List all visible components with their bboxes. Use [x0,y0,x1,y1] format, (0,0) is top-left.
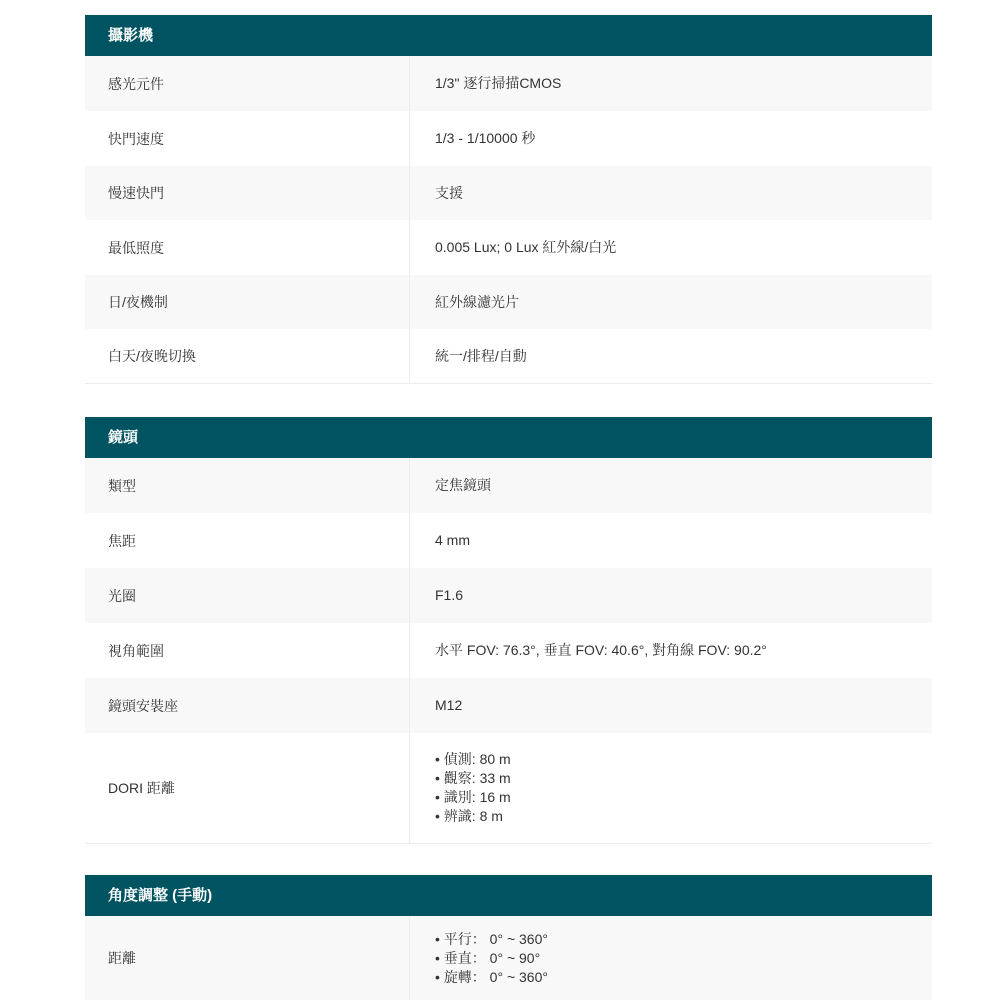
spec-value [410,568,932,623]
spec-row-day-night-switch [85,329,932,383]
lens-spec-section [85,417,932,844]
section-header-lens: 鏡頭 [85,417,932,458]
spec-value-line: 支援 [435,184,463,201]
spec-row-min-illumination [85,220,932,275]
spec-value-line: • 旋轉： 0° ~ 360° [435,968,548,985]
spec-value-line: 統一/排程/自動 [435,347,527,364]
spec-value [410,916,932,1000]
camera-spec-section [85,15,932,384]
spec-row-day-night [85,275,932,329]
spec-value [410,623,932,678]
spec-value [410,458,932,513]
spec-value [410,329,932,383]
spec-label: 感光元件 [85,56,410,111]
spec-value [410,166,932,220]
spec-value [410,678,932,733]
spec-label: 類型 [85,458,410,513]
spec-value [410,111,932,166]
spec-row-angle-range [85,916,932,1000]
spec-value-line: • 辨識: 8 m [435,808,503,824]
spec-value-line: • 偵測: 80 m [435,751,511,767]
spec-value-line: 1/3 - 1/10000 秒 [435,130,536,146]
spec-row-focal-length [85,513,932,568]
spec-value-line: • 垂直： 0° ~ 90° [435,949,541,966]
spec-label: 焦距 [85,513,410,568]
spec-value [410,275,932,329]
spec-row-shutter-speed [85,111,932,166]
section-header-angle-adjustment: 角度調整 (手動) [85,875,932,916]
spec-label: 光圈 [85,568,410,623]
spec-label: 快門速度 [85,111,410,166]
spec-value-line: 定焦鏡頭 [435,477,491,493]
spec-value [410,220,932,275]
spec-value-line: • 識別: 16 m [435,789,511,805]
spec-label: 白天/夜晚切換 [85,329,410,383]
spec-row-slow-shutter [85,166,932,220]
spec-label: 鏡頭安裝座 [85,678,410,733]
spec-value-line: 4 mm [435,532,470,548]
section-header-camera: 攝影機 [85,15,932,56]
spec-value-line: M12 [435,697,463,713]
spec-row-lens-type [85,458,932,513]
spec-label: 日/夜機制 [85,275,410,329]
spec-row-field-of-view [85,623,932,678]
spec-label: 視角範圍 [85,623,410,678]
spec-value-line: 水平 FOV: 76.3°, 垂直 FOV: 40.6°, 對角線 FOV: 90.2° [435,642,767,658]
spec-value-line: 紅外線濾光片 [435,293,519,310]
spec-row-sensor [85,56,932,111]
spec-value-line: 0.005 Lux; 0 Lux 紅外線/白光 [435,239,617,255]
spec-label: 距離 [85,916,410,1000]
angle-adjustment-section [85,875,932,1000]
spec-value-line: 1/3" 逐行掃描CMOS [435,75,562,91]
spec-value-line: F1.6 [435,587,464,603]
spec-label: 最低照度 [85,220,410,275]
spec-value [410,733,932,843]
spec-row-dori-distance [85,733,932,843]
spec-label: 慢速快門 [85,166,410,220]
spec-value [410,513,932,568]
spec-row-aperture [85,568,932,623]
spec-label: DORI 距離 [85,733,410,843]
spec-value-line: • 觀察: 33 m [435,770,511,786]
spec-value [410,56,932,111]
spec-value-line: • 平行： 0° ~ 360° [435,930,548,947]
spec-row-lens-mount [85,678,932,733]
